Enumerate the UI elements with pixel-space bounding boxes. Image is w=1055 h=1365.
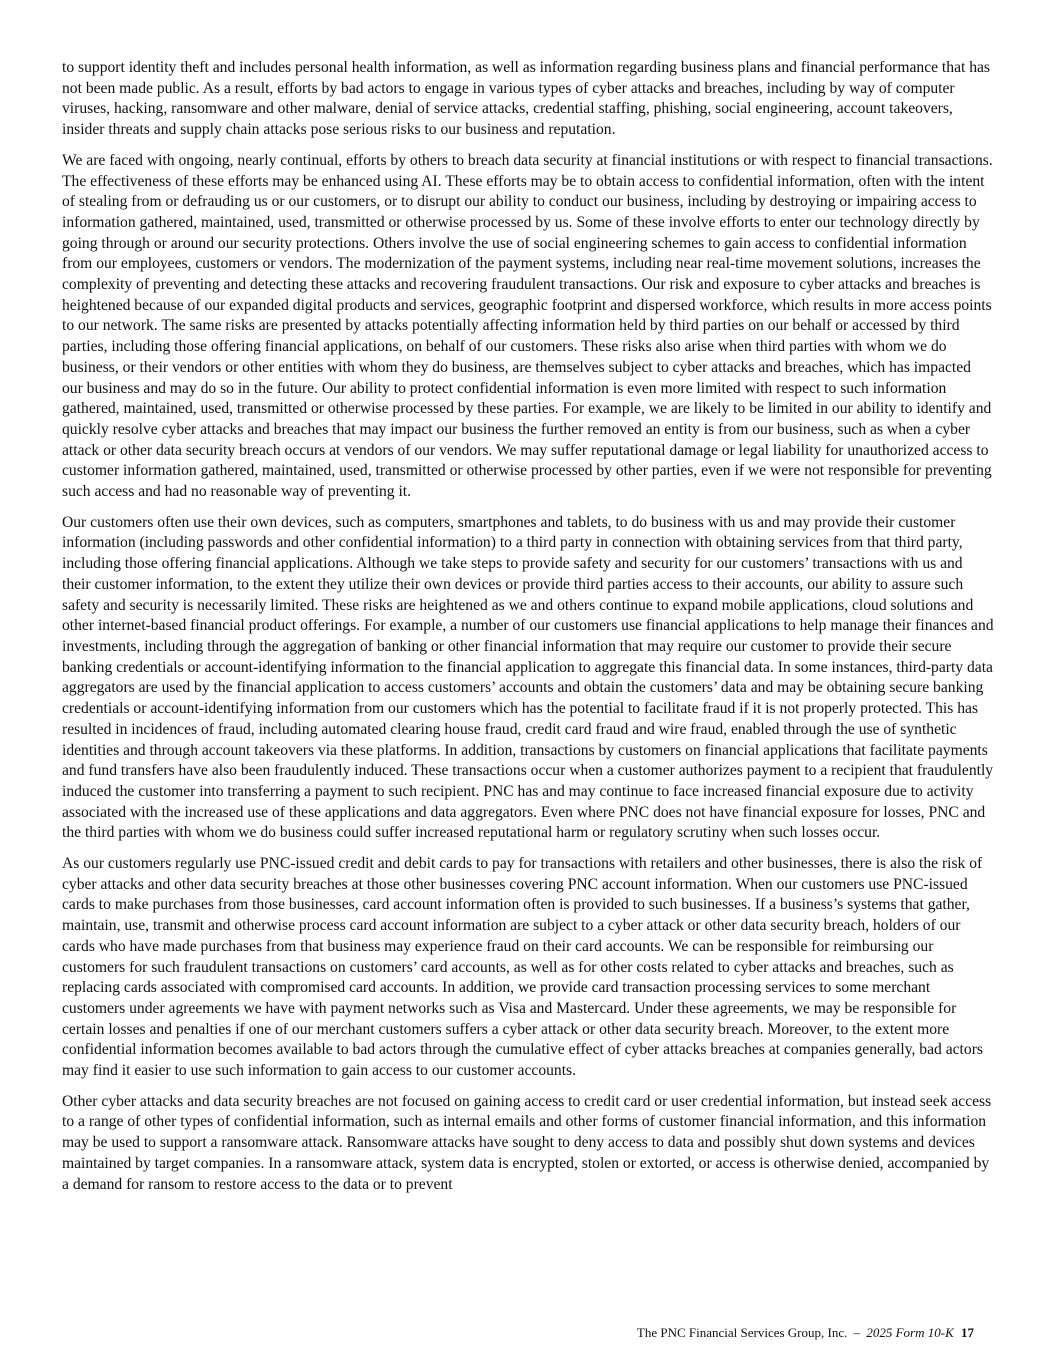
document-body — [62, 58, 994, 1205]
footer-form-name: 2025 Form 10-K — [866, 1325, 954, 1340]
page-footer — [0, 1325, 974, 1341]
paragraph-1: to support identity theft and includes personal health information, as well as information regarding business plans and financial performance that has not been made public. As a result, efforts by bad actors to engage in various types of cyber attacks and breaches, including by way of computer viruses, hacking, ransomware and other malware, denial of service attacks, credential staffing, phishing, social engineering, account takeovers, insider threats and supply chain attacks pose serious risks to our business and reputation. — [62, 59, 991, 139]
paragraph-3: Our customers often use their own devices, such as computers, smartphones and tablets, to do business with us and may provide their customer information (including passwords and other confidential information) to a third party in connection with obtaining services from that third party, including those offering financial applications. Although we take steps to provide safety and security for our customers’ transactions with us and their customer information, to the extent they utilize their own devices or provide third parties access to their accounts, our ability to assure such safety and security is necessarily limited. These risks are heightened as we and others continue to expand mobile applications, cloud solutions and other internet-based financial product offerings. For example, a number of our customers use financial applications to help manage their finances and investments, including through the aggregation of banking or other financial information that may require our customer to provide their secure banking credentials or account-identifying information to the financial application to aggregate this financial data. In some instances, third-party data aggregators are used by the financial application to access customers’ accounts and obtain the customers’ data and may be obtaining secure banking credentials or account-identifying information from our customers which has the potential to facilitate fraud if it is not properly protected. This has resulted in incidences of fraud, including automated clearing house fraud, credit card fraud and wire fraud, enabled through the use of synthetic identities and through account takeovers via these platforms. In addition, transactions by customers on financial applications that facilitate payments and fund transfers have also been fraudulently induced. These transactions occur when a customer authorizes payment to a recipient that fraudulently induced the customer into transferring a payment to such recipient. PNC has and may continue to face increased financial exposure due to activity associated with the increased use of these applications and data aggregators. Even where PNC does not have financial exposure for losses, PNC and the third parties with whom we do business could suffer increased reputational harm or regulatory scrutiny when such losses occur. — [62, 513, 994, 842]
page-number: 17 — [961, 1325, 974, 1340]
footer-separator: – — [853, 1325, 861, 1340]
footer-company: The PNC Financial Services Group, Inc. — [636, 1325, 848, 1340]
paragraph-4: As our customers regularly use PNC-issued credit and debit cards to pay for transactions with retailers and other businesses, there is also the risk of cyber attacks and other data security breaches at those other businesses covering PNC account information. When our customers use PNC-issued cards to make purchases from those businesses, card account information often is provided to such businesses. If a business’s systems that gather, maintain, use, transmit and otherwise process card account information are subject to a cyber attack or other data security breach, holders of our cards who have made purchases from that business may experience fraud on their card accounts. We can be responsible for reimbursing our customers for such fraudulent transactions on customers’ card accounts, as well as for other costs related to cyber attacks and breaches, such as replacing cards associated with compromised card accounts. In addition, we provide card transaction processing services to some merchant customers under agreements we have with payment networks such as Visa and Mastercard. Under these agreements, we may be responsible for certain losses and penalties if one of our merchant customers suffers a cyber attack or other data security breach. Moreover, to the extent more confidential information becomes available to bad actors through the cumulative effect of cyber attacks breaches at companies generally, bad actors may find it easier to use such information to gain access to our customer accounts. — [62, 855, 983, 1080]
paragraph-5: Other cyber attacks and data security breaches are not focused on gaining access to credit card or user credential information, but instead seek access to a range of other types of confidential information, such as internal emails and other forms of customer financial information, and this information may be used to support a ransomware attack. Ransomware attacks have sought to deny access to data and possibly shut down systems and devices maintained by target companies. In a ransomware attack, system data is encrypted, stolen or extorted, or access is otherwise denied, accompanied by a demand for ransom to restore access to the data or to prevent — [62, 1092, 992, 1193]
paragraph-2: We are faced with ongoing, nearly continual, efforts by others to breach data security at financial institutions or with respect to financial transactions. The effectiveness of these efforts may be enhanced using AI. These efforts may be to obtain access to confidential information, often with the intent of stealing from or defrauding us or our customers, or to disrupt our ability to conduct our business, including by destroying or impairing access to information gathered, maintained, used, transmitted or otherwise processed by us. Some of these involve efforts to enter our technology directly by going through or around our security protections. Others involve the use of social engineering schemes to gain access to confidential information from our employees, customers or vendors. The modernization of the payment systems, including near real-time movement solutions, increases the complexity of preventing and detecting these attacks and recovering fraudulent transactions. Our risk and exposure to cyber attacks and breaches is heightened because of our expanded digital products and services, geographic footprint and dispersed workforce, which results in more access points to our network. The same risks are presented by attacks potentially affecting information held by third parties on our behalf or accessed by third parties, including those offering financial applications, on behalf of our customers. These risks also arise when third parties with whom we do business, or their vendors or other entities with whom they do business, are themselves subject to cyber attacks and breaches, which has impacted our business and may do so in the future. Our ability to protect confidential information is even more limited with respect to such information gathered, maintained, used, transmitted or otherwise processed by these parties. For example, we are likely to be limited in our ability to identify and quickly resolve cyber attacks and breaches that may impact our business the further removed an entity is from our business, such as when a cyber attack or other data security breach occurs at vendors of our vendors. We may suffer reputational damage or legal liability for unauthorized access to customer information gathered, maintained, used, transmitted or otherwise processed by other parties, even if we were not responsible for preventing such access and had no reasonable way of preventing it. — [62, 151, 993, 501]
